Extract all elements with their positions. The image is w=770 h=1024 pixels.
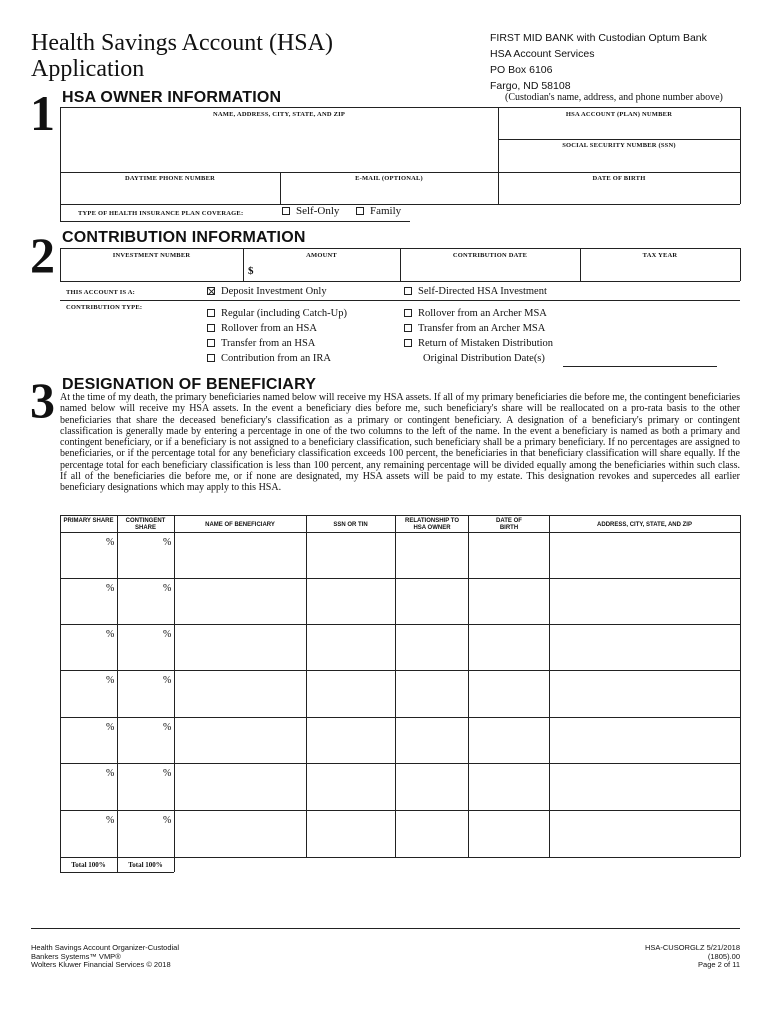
primary-percent: % (106, 815, 115, 826)
form-title: Health Savings Account (HSA) Application (31, 30, 333, 82)
transfer-msa-option[interactable]: Transfer from an Archer MSA (404, 323, 545, 334)
transfer-msa-checkbox[interactable] (404, 324, 412, 332)
section-heading-beneficiary: DESIGNATION OF BENEFICIARY (62, 376, 317, 393)
col-ssn-tin: SSN OR TIN (333, 522, 368, 528)
account-number-field[interactable] (500, 120, 738, 138)
account-number-label: HSA ACCOUNT (PLAN) NUMBER (565, 111, 673, 118)
col-date-of-birth: DATE OF BIRTH (496, 518, 522, 531)
contribution-date-label: CONTRIBUTION DATE (452, 252, 528, 259)
section-heading-contribution: CONTRIBUTION INFORMATION (62, 229, 306, 246)
phone-label: DAYTIME PHONE NUMBER (124, 175, 216, 182)
primary-percent: % (106, 537, 115, 548)
col-contingent-share: CONTINGENT SHARE (125, 518, 166, 531)
bank-address: FIRST MID BANK with Custodian Optum Bank HSA Account Services PO Box 6106 Fargo, ND 58108 (490, 32, 707, 92)
col-relationship: RELATIONSHIP TO HSA OWNER (404, 518, 459, 531)
contingent-percent: % (163, 722, 172, 733)
self-directed-option[interactable]: Self-Directed HSA Investment (404, 286, 547, 297)
ssn-field[interactable] (500, 151, 738, 171)
rollover-msa-checkbox[interactable] (404, 309, 412, 317)
investment-number-field[interactable] (62, 262, 241, 280)
col-beneficiary-name: NAME OF BENEFICIARY (205, 522, 275, 528)
total-contingent: Total 100% (128, 861, 163, 869)
ssn-label: SOCIAL SECURITY NUMBER (SSN) (562, 142, 676, 149)
account-is-label: THIS ACCOUNT IS A: (66, 289, 136, 296)
contribution-type-label: CONTRIBUTION TYPE: (66, 304, 143, 311)
coverage-label: TYPE OF HEALTH INSURANCE PLAN COVERAGE: (78, 210, 244, 217)
rollover-hsa-option[interactable]: Rollover from an HSA (207, 323, 317, 334)
deposit-only-option[interactable]: Deposit Investment Only (207, 286, 327, 297)
beneficiary-paragraph: At the time of my death, the primary beneficiaries named below will receive my HSA assets. If all of my primary beneficiaries die before me, the contingent beneficiaries named below will receive my HSA assets. In the event a beneficiary dies before me, such beneficiary's share will be reallocated on a pro-rata basis to the other beneficiaries that share the deceased beneficiary's classification as a primary or contingent beneficiary. A designation of a beneficiary's primary or contingent classification is generally made by entering a percentage in one of the two columns to the left of the name. In the event a beneficiary is named as both a primary and contingent beneficiary, or if a beneficiary is not assigned to a beneficiary classification, such beneficiary shall be a primary beneficiary. If no percentages are assigned to beneficiaries, or if the percentage total for any beneficiary classification exceeds 100 percent, the beneficiaries in that beneficiary classification will share equally. If the percentage total for each beneficiary classification is less than 100 percent, any remaining percentage will be divided equally among the beneficiaries within such class. If all of the beneficiaries die before me, or if none are designated, my HSA assets will be paid to my estate. This designation revokes and supercedes all earlier beneficiary designations which may apply to this HSA. (60, 392, 740, 494)
primary-percent: % (106, 675, 115, 686)
self-directed-checkbox[interactable] (404, 287, 412, 295)
transfer-hsa-option[interactable]: Transfer from an HSA (207, 338, 315, 349)
primary-percent: % (106, 722, 115, 733)
rollover-msa-option[interactable]: Rollover from an Archer MSA (404, 308, 547, 319)
dob-field[interactable] (500, 184, 738, 203)
contingent-percent: % (163, 675, 172, 686)
mistaken-distribution-checkbox[interactable] (404, 339, 412, 347)
contingent-percent: % (163, 537, 172, 548)
amount-label: AMOUNT (306, 252, 337, 259)
custodian-note: (Custodian's name, address, and phone number above) (505, 92, 723, 103)
contribution-ira-checkbox[interactable] (207, 354, 215, 362)
primary-percent: % (106, 583, 115, 594)
contingent-percent: % (163, 629, 172, 640)
self-only-checkbox[interactable] (282, 207, 290, 215)
original-distribution-line (563, 366, 717, 367)
name-address-field[interactable] (62, 120, 496, 170)
footer-left: Health Savings Account Organizer-Custodial Bankers Systems™ VMP® Wolters Kluwer Financial Services © 2018 (31, 943, 179, 969)
dollar-sign: $ (248, 265, 254, 277)
contingent-percent: % (163, 583, 172, 594)
contingent-percent: % (163, 815, 172, 826)
family-option[interactable]: Family (356, 205, 401, 217)
col-primary-share: PRIMARY SHARE (63, 518, 114, 524)
transfer-hsa-checkbox[interactable] (207, 339, 215, 347)
section-number-3: 3 (30, 372, 55, 428)
footer-right: HSA-CUSORGLZ 5/21/2018 (1805).00 Page 2 of 11 (644, 943, 740, 969)
tax-year-label: TAX YEAR (642, 252, 678, 259)
total-primary: Total 100% (71, 861, 106, 869)
deposit-only-checkbox[interactable] (207, 287, 215, 295)
self-only-option[interactable]: Self-Only (282, 205, 339, 217)
mistaken-distribution-option[interactable]: Return of Mistaken Distribution (404, 338, 553, 349)
email-label: E-MAIL (OPTIONAL) (355, 175, 423, 182)
original-distribution-label: Original Distribution Date(s) (423, 353, 545, 364)
amount-field[interactable] (258, 262, 398, 280)
section-number-1: 1 (30, 85, 55, 141)
tax-year-field[interactable] (582, 262, 738, 280)
primary-percent: % (106, 768, 115, 779)
contribution-ira-option[interactable]: Contribution from an IRA (207, 353, 331, 364)
family-checkbox[interactable] (356, 207, 364, 215)
name-address-label: NAME, ADDRESS, CITY, STATE, AND ZIP (212, 111, 346, 118)
investment-number-label: INVESTMENT NUMBER (112, 252, 191, 259)
contribution-date-field[interactable] (402, 262, 578, 280)
email-field[interactable] (282, 184, 496, 203)
section-heading-owner: HSA OWNER INFORMATION (62, 89, 282, 106)
rollover-hsa-checkbox[interactable] (207, 324, 215, 332)
dob-label: DATE OF BIRTH (592, 175, 646, 182)
section-number-2: 2 (30, 227, 55, 283)
regular-checkbox[interactable] (207, 309, 215, 317)
page-number: Page 2 of 11 (698, 960, 740, 969)
contingent-percent: % (163, 768, 172, 779)
regular-option[interactable]: Regular (including Catch-Up) (207, 308, 347, 319)
primary-percent: % (106, 629, 115, 640)
original-distribution-field[interactable] (563, 352, 717, 366)
col-address: ADDRESS, CITY, STATE, AND ZIP (597, 522, 692, 528)
phone-field[interactable] (62, 184, 278, 203)
